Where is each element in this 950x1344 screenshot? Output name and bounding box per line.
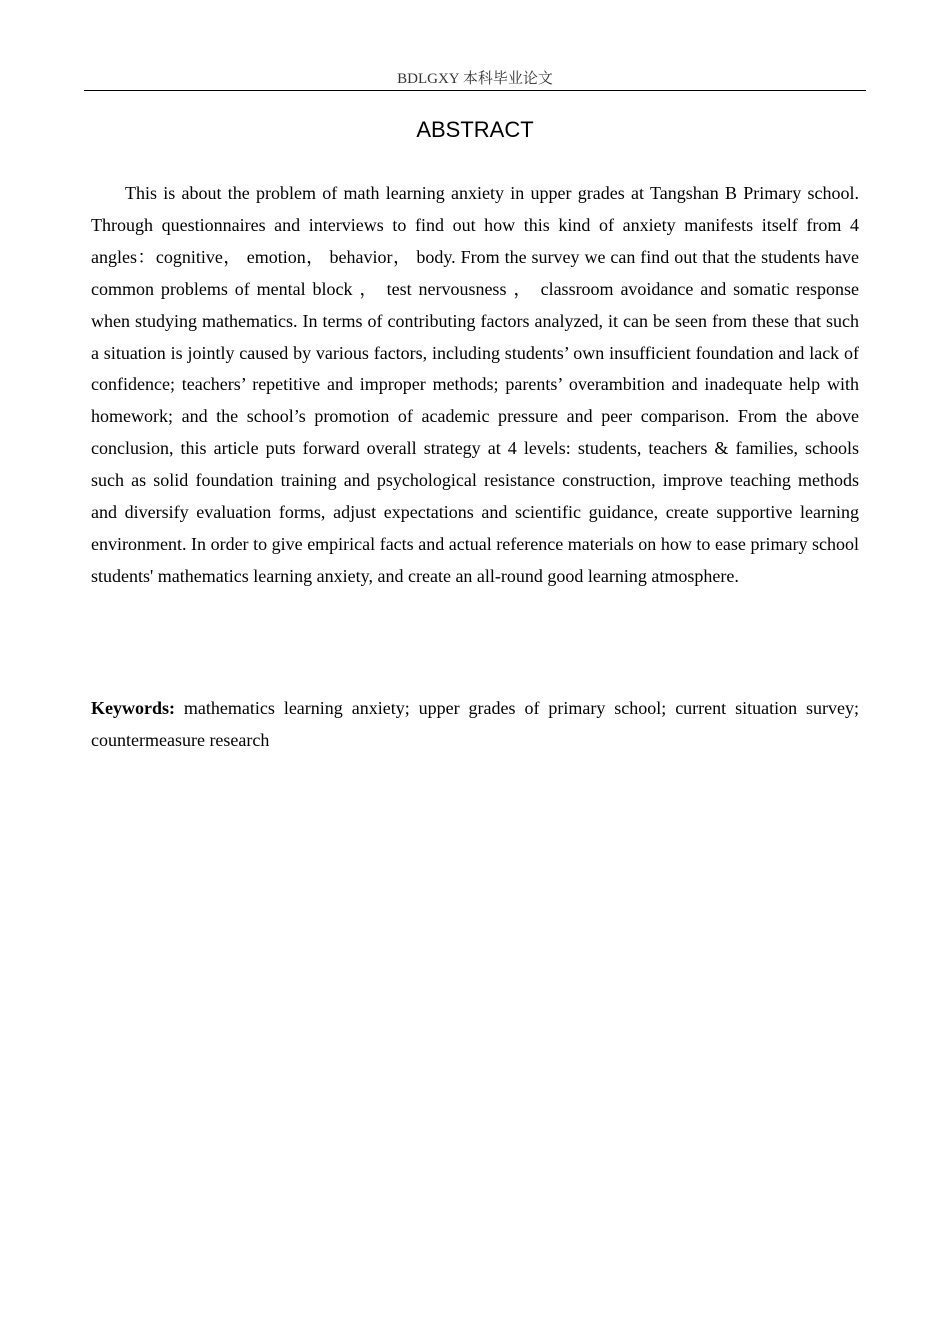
header-rule (84, 90, 866, 91)
running-header: BDLGXY 本科毕业论文 (397, 71, 553, 87)
keywords-label: Keywords: (91, 698, 175, 718)
abstract-body: This is about the problem of math learning anxiety in upper grades at Tangshan B Primary school. Through questionnaires and interviews to find out how this kind of anxiety manifests itself from 4 angles：cognitive， emotion， behavior， body. From the survey we can find out that the students have common problems of mental block ， test nervousness ， classroom avoidance and somatic response when studying mathematics. In terms of contributing factors analyzed, it can be seen from these that such a situation is jointly caused by various factors, including students’ own insufficient foundation and lack of confidence; teachers’ repetitive and improper methods; parents’ overambition and inadequate help with homework; and the school’s promotion of academic pressure and peer comparison. From the above conclusion, this article puts forward overall strategy at 4 levels: students, teachers & families, schools such as solid foundation training and psychological resistance construction, improve teaching methods and diversify evaluation forms, adjust expectations and scientific guidance, create supportive learning environment. In order to give empirical facts and actual reference materials on how to ease primary school students' mathematics learning anxiety, and create an all-round good learning atmosphere. (91, 183, 859, 586)
abstract-title: ABSTRACT (416, 117, 534, 142)
keywords-text: mathematics learning anxiety; upper grades of primary school; current situation survey; countermeasure research (91, 698, 859, 750)
keywords-paragraph (91, 692, 859, 756)
